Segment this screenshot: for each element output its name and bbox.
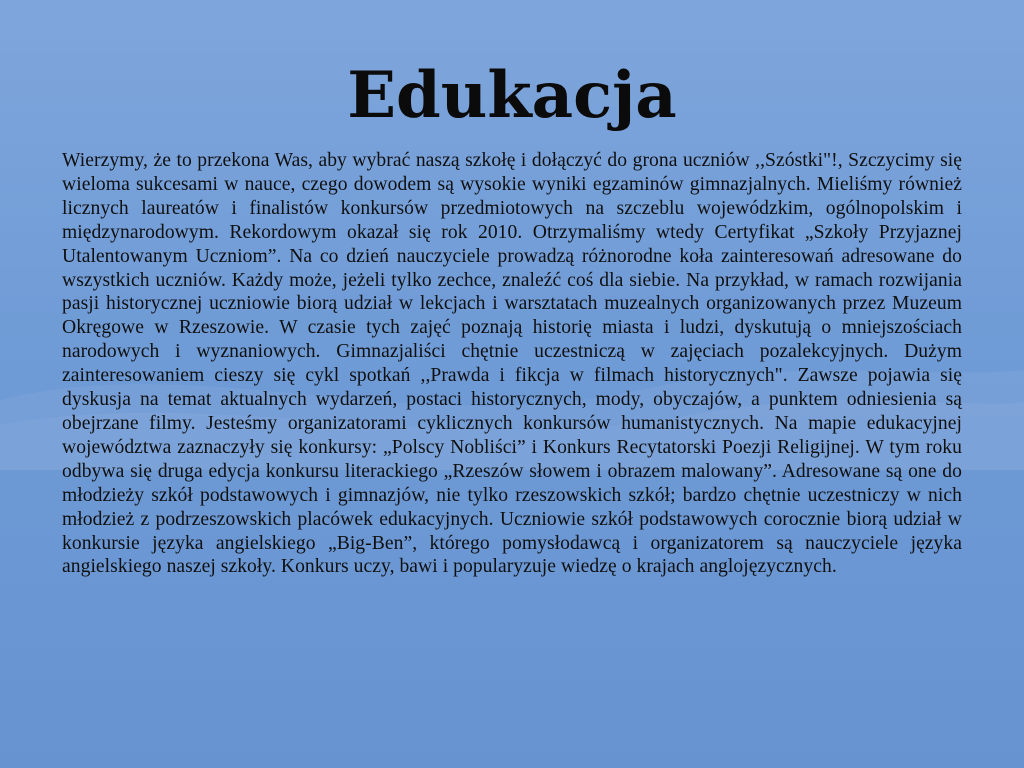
slide-title: Edukacja (347, 58, 677, 133)
slide-body-text: Wierzymy, że to przekona Was, aby wybrać naszą szkołę i dołączyć do grona uczniów ,,Szóstki"!, Szczycimy się wieloma sukcesami w nauce, czego dowodem są wysokie wyniki egzaminów gimnazjalnych. Mieliśmy również licznych laureatów i finalistów konkursów przedmiotowych na szczeblu wojewódzkim, ogólnopolskim i międzynarodowym. Rekordowym okazał się rok 2010. Otrzymaliśmy wtedy Certyfikat „Szkoły Przyjaznej Utalentowanym Uczniom”. Na co dzień nauczyciele prowadzą różnorodne koła zainteresowań adresowane do wszystkich uczniów. Każdy może, jeżeli tylko zechce, znaleźć coś dla siebie. Na przykład, w ramach rozwijania pasji historycznej uczniowie biorą udział w lekcjach i warsztatach muzealnych organizowanych przez Muzeum Okręgowe w Rzeszowie. W czasie tych zajęć poznają historię miasta i ludzi, dyskutują o mniejszościach narodowych i wyznaniowych. Gimnazjaliści chętnie uczestniczą w zajęciach pozalekcyjnych. Dużym zainteresowaniem cieszy się cykl spotkań ,,Prawda i fikcja w filmach historycznych". Zawsze pojawia się dyskusja na temat aktualnych wydarzeń, postaci historycznych, mody, obyczajów, a punktem odniesienia są obejrzane filmy. Jesteśmy organizatorami cyklicznych konkursów humanistycznych. Na mapie edukacyjnej województwa zaznaczyły się konkursy: „Polscy Nobliści” i Konkurs Recytatorski Poezji Religijnej. W tym roku odbywa się druga edycja konkursu literackiego „Rzeszów słowem i obrazem malowany”. Adresowane są one do młodzieży szkół podstawowych i gimnazjów, nie tylko rzeszowskich szkół; bardzo chętnie uczestniczy w nich młodzież z podrzeszowskich placówek edukacyjnych. Uczniowie szkół podstawowych corocznie biorą udział w konkursie języka angielskiego „Big-Ben”, którego pomysłodawcą i organizatorem są nauczyciele języka angielskiego naszej szkoły. Konkurs uczy, bawi i popularyzuje wiedzę o krajach anglojęzycznych. (62, 150, 962, 578)
